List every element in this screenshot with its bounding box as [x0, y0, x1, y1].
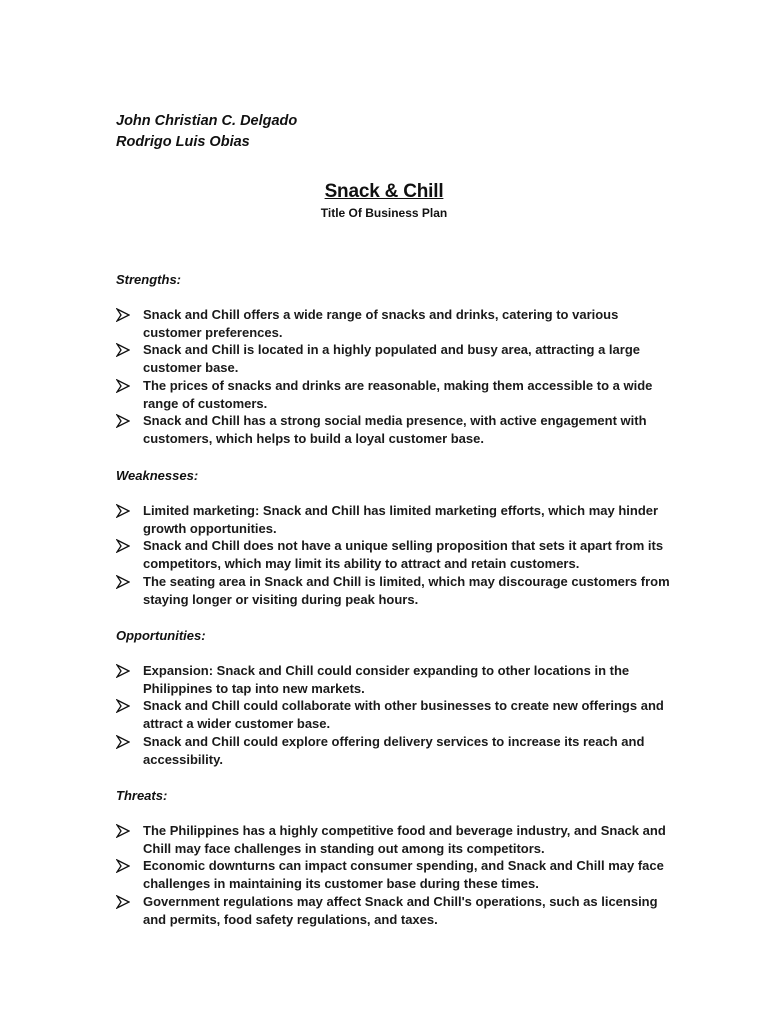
bullet-text: Economic downturns can impact consumer spending, and Snack and Chill may face challenges in maintaining its customer base during these times. — [143, 858, 664, 892]
section-opportunities — [116, 627, 676, 768]
section-heading: Weaknesses: — [116, 468, 199, 483]
bullet-list — [116, 662, 676, 768]
arrowhead-bullet-icon — [116, 824, 130, 838]
arrowhead-bullet-icon — [116, 575, 130, 589]
list-item — [116, 537, 676, 572]
arrowhead-bullet-icon — [116, 504, 130, 518]
document-title: Snack & Chill — [324, 181, 444, 202]
list-item — [116, 412, 676, 447]
section-heading: Opportunities: — [116, 628, 206, 643]
title-block — [0, 180, 768, 221]
list-item — [116, 502, 676, 537]
list-item — [116, 341, 676, 376]
list-item — [116, 893, 676, 928]
bullet-text: The Philippines has a highly competitive food and beverage industry, and Snack and Chill may face challenges in standing out among its competitors. — [143, 823, 666, 856]
section-heading: Strengths: — [116, 272, 181, 287]
section-strengths — [116, 271, 676, 448]
arrowhead-bullet-icon — [116, 699, 130, 713]
arrowhead-bullet-icon — [116, 735, 130, 749]
arrowhead-bullet-icon — [116, 308, 130, 322]
arrowhead-bullet-icon — [116, 895, 130, 909]
bullet-list — [116, 822, 676, 928]
arrowhead-bullet-icon — [116, 664, 130, 678]
section-weaknesses — [116, 467, 676, 608]
list-item — [116, 377, 676, 412]
bullet-text: Snack and Chill could explore offering delivery services to increase its reach and accessibility. — [143, 733, 645, 767]
arrowhead-bullet-icon — [116, 859, 130, 873]
bullet-text: Snack and Chill offers a wide range of snacks and drinks, catering to various customer preferences. — [143, 307, 619, 340]
document-subtitle: Title Of Business Plan — [320, 206, 448, 220]
author-name: Rodrigo Luis Obias — [116, 134, 250, 150]
list-item — [116, 306, 676, 341]
arrowhead-bullet-icon — [116, 379, 130, 393]
bullet-text: Limited marketing: Snack and Chill has limited marketing efforts, which may hinder growth opportunities. — [143, 503, 659, 536]
list-item — [116, 573, 676, 608]
list-item — [116, 662, 676, 697]
bullet-text: Government regulations may affect Snack and Chill's operations, such as licensing and permits, food safety regulations, and taxes. — [143, 893, 658, 927]
bullet-text: Snack and Chill could collaborate with other businesses to create new offerings and attract a wider customer base. — [143, 698, 664, 732]
arrowhead-bullet-icon — [116, 343, 130, 357]
bullet-text: Snack and Chill is located in a highly populated and busy area, attracting a large customer base. — [143, 342, 641, 376]
arrowhead-bullet-icon — [116, 539, 130, 553]
bullet-list — [116, 306, 676, 448]
bullet-list — [116, 502, 676, 608]
list-item — [116, 857, 676, 892]
list-item — [116, 733, 676, 768]
bullet-text: Expansion: Snack and Chill could consider expanding to other locations in the Philippines to tap into new markets. — [143, 663, 630, 696]
author-name: John Christian C. Delgado — [116, 113, 298, 129]
section-heading: Threats: — [116, 788, 168, 803]
author-names — [116, 111, 297, 153]
list-item — [116, 697, 676, 732]
bullet-text: The seating area in Snack and Chill is limited, which may discourage customers from staying longer or visiting during peak hours. — [143, 573, 670, 607]
bullet-text: Snack and Chill has a strong social media presence, with active engagement with customers, which helps to build a loyal customer base. — [143, 413, 647, 446]
list-item — [116, 822, 676, 857]
bullet-text: The prices of snacks and drinks are reasonable, making them accessible to a wide range of customers. — [143, 377, 653, 411]
arrowhead-bullet-icon — [116, 414, 130, 428]
section-threats — [116, 787, 676, 928]
bullet-text: Snack and Chill does not have a unique selling proposition that sets it apart from its competitors, which may limit its ability to attract and retain customers. — [143, 538, 664, 572]
